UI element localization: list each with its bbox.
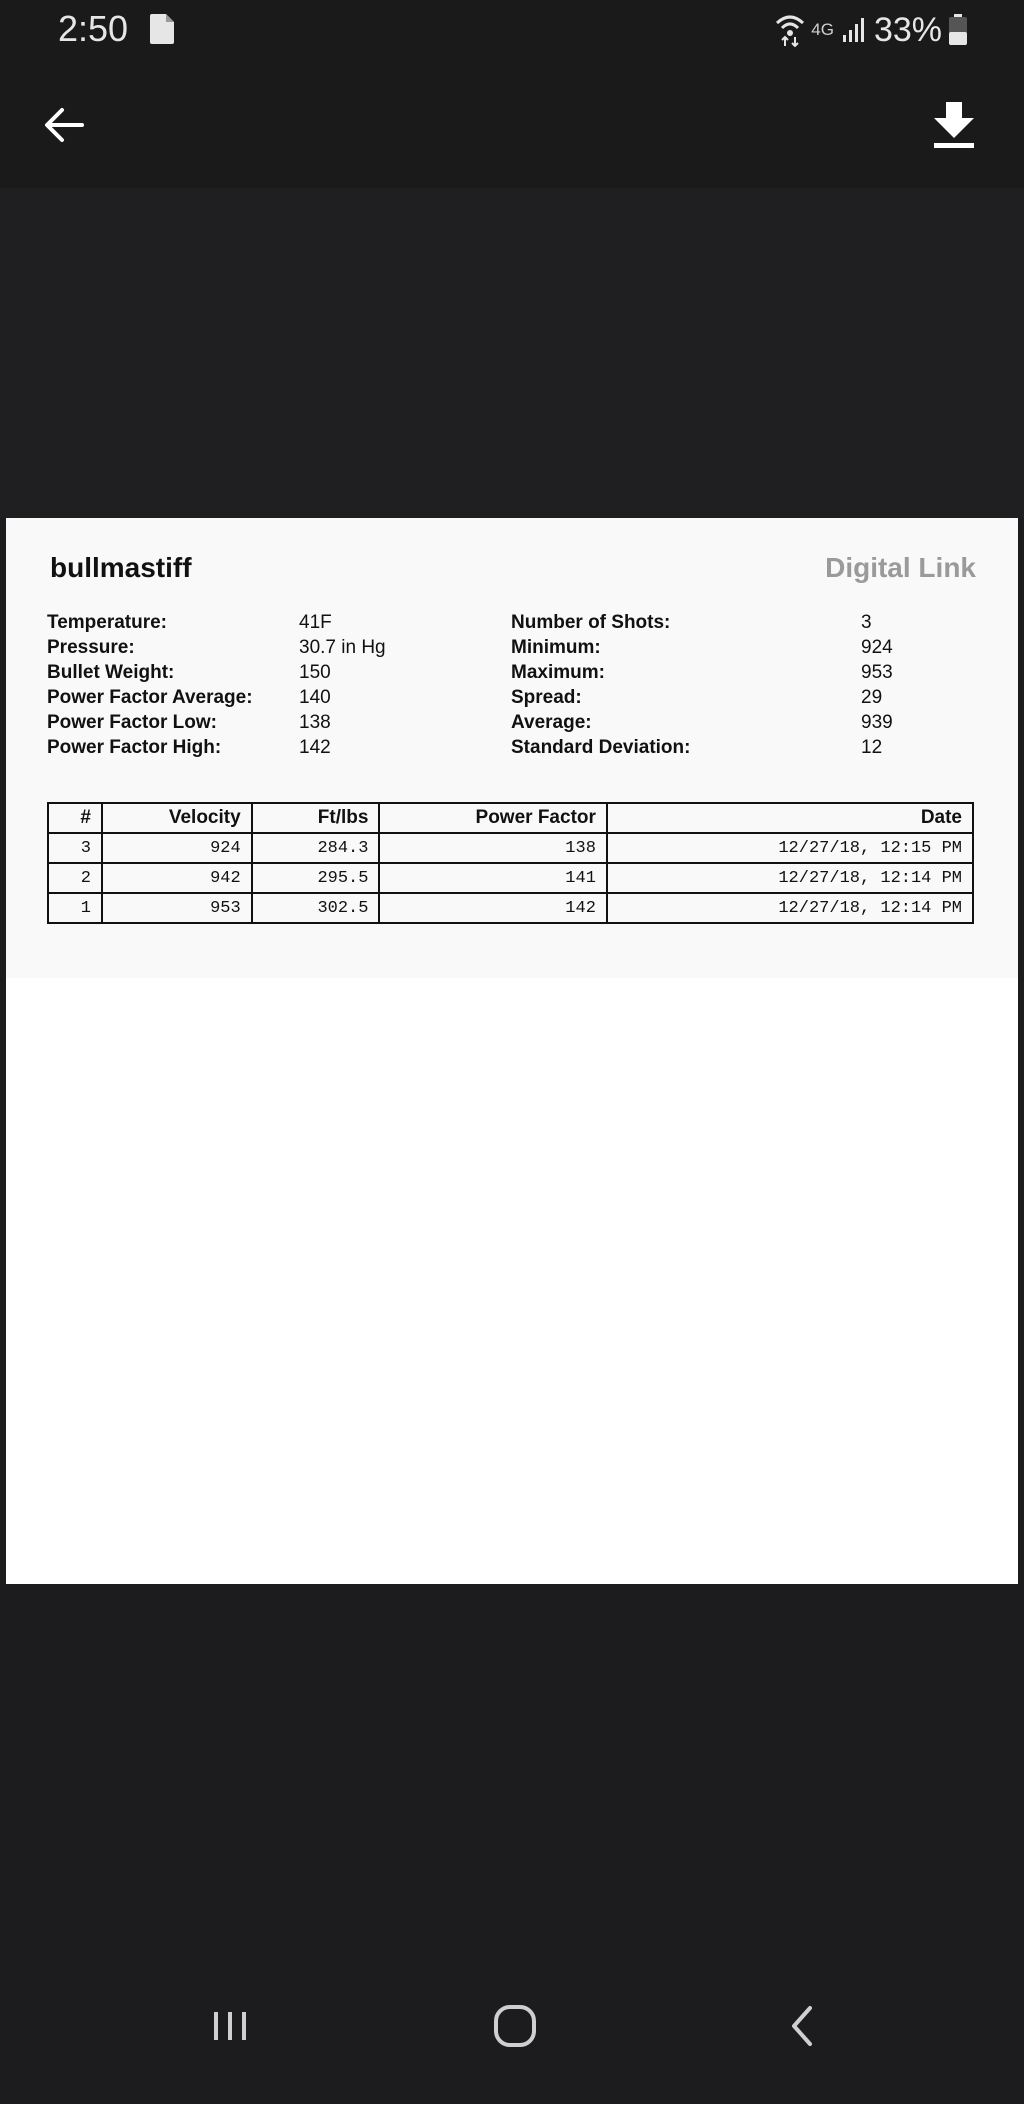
app-bar (0, 60, 1024, 188)
stat-label: Spread: (511, 687, 582, 708)
system-nav-bar (0, 1980, 1024, 2104)
stats-left-values (299, 610, 386, 760)
stat-value: 150 (299, 662, 331, 683)
stat-label: Number of Shots: (511, 612, 671, 633)
column-header: Power Factor (379, 803, 606, 833)
table-cell: 942 (102, 863, 252, 893)
table-cell: 3 (48, 833, 102, 863)
table-row (48, 863, 973, 893)
stat-label: Average: (511, 712, 592, 733)
column-header: # (48, 803, 102, 833)
stat-label: Power Factor Average: (47, 687, 253, 708)
stat-value: 12 (861, 737, 883, 758)
table-cell: 141 (379, 863, 606, 893)
back-icon[interactable] (762, 2002, 842, 2050)
table-row (48, 833, 973, 863)
table-cell: 138 (379, 833, 606, 863)
status-bar (0, 0, 1024, 60)
shots-table (47, 802, 974, 924)
stat-label: Bullet Weight: (47, 662, 175, 683)
table-cell: 284.3 (252, 833, 380, 863)
table-cell: 1 (48, 893, 102, 923)
stat-label: Maximum: (511, 662, 605, 683)
document-title: bullmastiff (50, 552, 192, 583)
column-header: Velocity (102, 803, 252, 833)
signal-icon (842, 17, 868, 43)
table-cell: 12/27/18, 12:14 PM (607, 893, 973, 923)
network-type: 4G (811, 20, 834, 39)
table-cell: 142 (379, 893, 606, 923)
table-cell: 302.5 (252, 893, 380, 923)
table-header-row (48, 803, 973, 833)
table-cell: 953 (102, 893, 252, 923)
stat-value: 924 (861, 637, 893, 658)
column-header: Ft/lbs (252, 803, 380, 833)
wifi-icon (775, 13, 805, 47)
table-row (48, 893, 973, 923)
download-icon[interactable] (928, 98, 980, 150)
battery-icon (948, 14, 968, 46)
table-cell: 12/27/18, 12:15 PM (607, 833, 973, 863)
stat-value: 138 (299, 712, 331, 733)
stat-label: Minimum: (511, 637, 601, 658)
file-icon (150, 14, 174, 44)
table-cell: 12/27/18, 12:14 PM (607, 863, 973, 893)
stat-value: 939 (861, 712, 893, 733)
recent-apps-icon[interactable] (190, 2002, 270, 2050)
stats-left-labels (47, 610, 253, 760)
brand-label: Digital Link (825, 552, 976, 583)
stats-right-labels (511, 610, 690, 760)
stat-value: 3 (861, 612, 872, 633)
stat-value: 142 (299, 737, 331, 758)
back-arrow-icon[interactable] (40, 100, 90, 150)
stat-value: 953 (861, 662, 893, 683)
stat-label: Power Factor Low: (47, 712, 217, 733)
table-cell: 295.5 (252, 863, 380, 893)
stats-right-values (861, 610, 893, 760)
column-header: Date (607, 803, 973, 833)
stat-label: Pressure: (47, 637, 135, 658)
viewer-background (0, 188, 1024, 518)
stat-value: 30.7 in Hg (299, 637, 386, 658)
battery-level: 33% (873, 10, 942, 49)
status-time: 2:50 (58, 8, 129, 49)
stat-label: Standard Deviation: (511, 737, 691, 758)
status-indicators (775, 8, 968, 52)
table-cell: 2 (48, 863, 102, 893)
document-content (6, 518, 1018, 978)
stat-value: 140 (299, 687, 331, 708)
table-cell: 924 (102, 833, 252, 863)
stat-value: 29 (861, 687, 883, 708)
stat-label: Power Factor High: (47, 737, 222, 758)
stat-value: 41F (299, 612, 332, 633)
home-icon[interactable] (475, 2002, 555, 2050)
stat-label: Temperature: (47, 612, 168, 633)
document-page[interactable] (6, 518, 1018, 1584)
